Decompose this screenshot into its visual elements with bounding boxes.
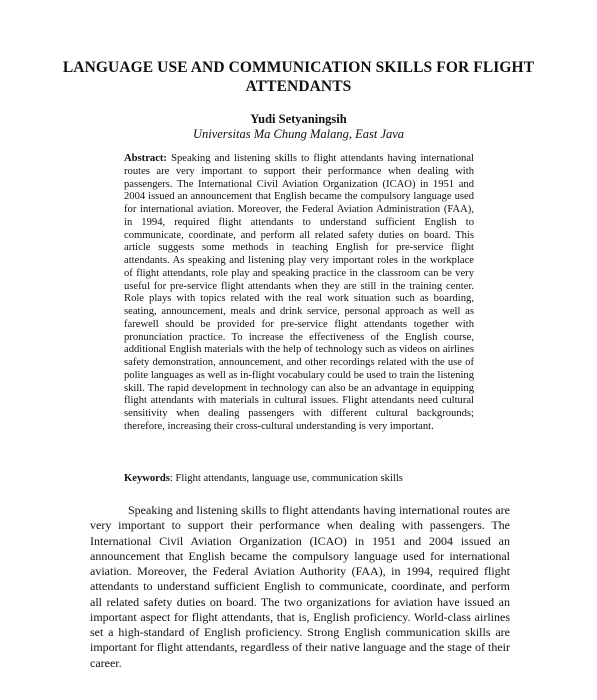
abstract-text: Speaking and listening skills to flight attendants having international routes are very important to support their performance when dealing with passengers. The International Civil Aviation Organization (ICAO) in 1951 and 2004 issued an announcement that English became the compulsory language used for international aviation. Moreover, the Federal Aviation Administration (FAA), in 1994, required flight attendants to understand sufficient English to communicate, coordinate, and perform all related safety duties on board. This article suggests some methods in teaching English for pre-service flight attendants. As speaking and listening play very important roles in the workplace of flight attendants, role play and speaking practice in the classroom can be very useful for pre-service flight attendants when they are still in the training center. Role plays with topics related with the real work situation such as boarding, seating, announcement, meals and drink service, personal approach as well as farewell should be provided for pre-service flight attendants together with pronunciation practice. To increase the effectiveness of the English course, additional English materials with the help of technology such as videos on airlines safety demonstration, announcement, and other recordings related with the use of polite languages as well as in-flight vocabulary could be used to train the listening skill. The rapid development in technology can also be an advantage in equipping flight attendants with materials in cultural issues. Flight attendants need cultural sensitivity when dealing passengers with different cultural backgrounds; therefore, increasing their cross-cultural understanding is very important. — [124, 153, 474, 432]
body-paragraph: Speaking and listening skills to flight attendants having international routes are very important to support their performance when dealing with passengers. The International Civil Aviation Organization (ICAO) in 1951 and 2004 issued an announcement that English became the compulsory language used for international aviation. Moreover, the Federal Aviation Authority (FAA), in 1994, required flight attendants to understand sufficient English to communicate, coordinate, and perform all related safety duties on board. The two organizations for aviation have issued an important aspect for flight attendants, that is, English proficiency. World-class airlines set a high-standard of English proficiency. Strong English communication skills are important for flight attendants, regardless of their native language and the stage of their career. — [90, 503, 510, 670]
paper-title: LANGUAGE USE AND COMMUNICATION SKILLS FOR FLIGHT ATTENDANTS — [62, 59, 535, 95]
abstract-label: Abstract: — [124, 153, 167, 164]
author-name: Yudi Setyaningsih — [250, 112, 347, 126]
keywords — [124, 472, 484, 485]
keywords-text: : Flight attendants, language use, communication skills — [169, 473, 403, 484]
abstract — [124, 153, 474, 434]
author-affiliation: Universitas Ma Chung Malang, East Java — [192, 127, 405, 141]
keywords-label: Keywords — [124, 473, 170, 484]
